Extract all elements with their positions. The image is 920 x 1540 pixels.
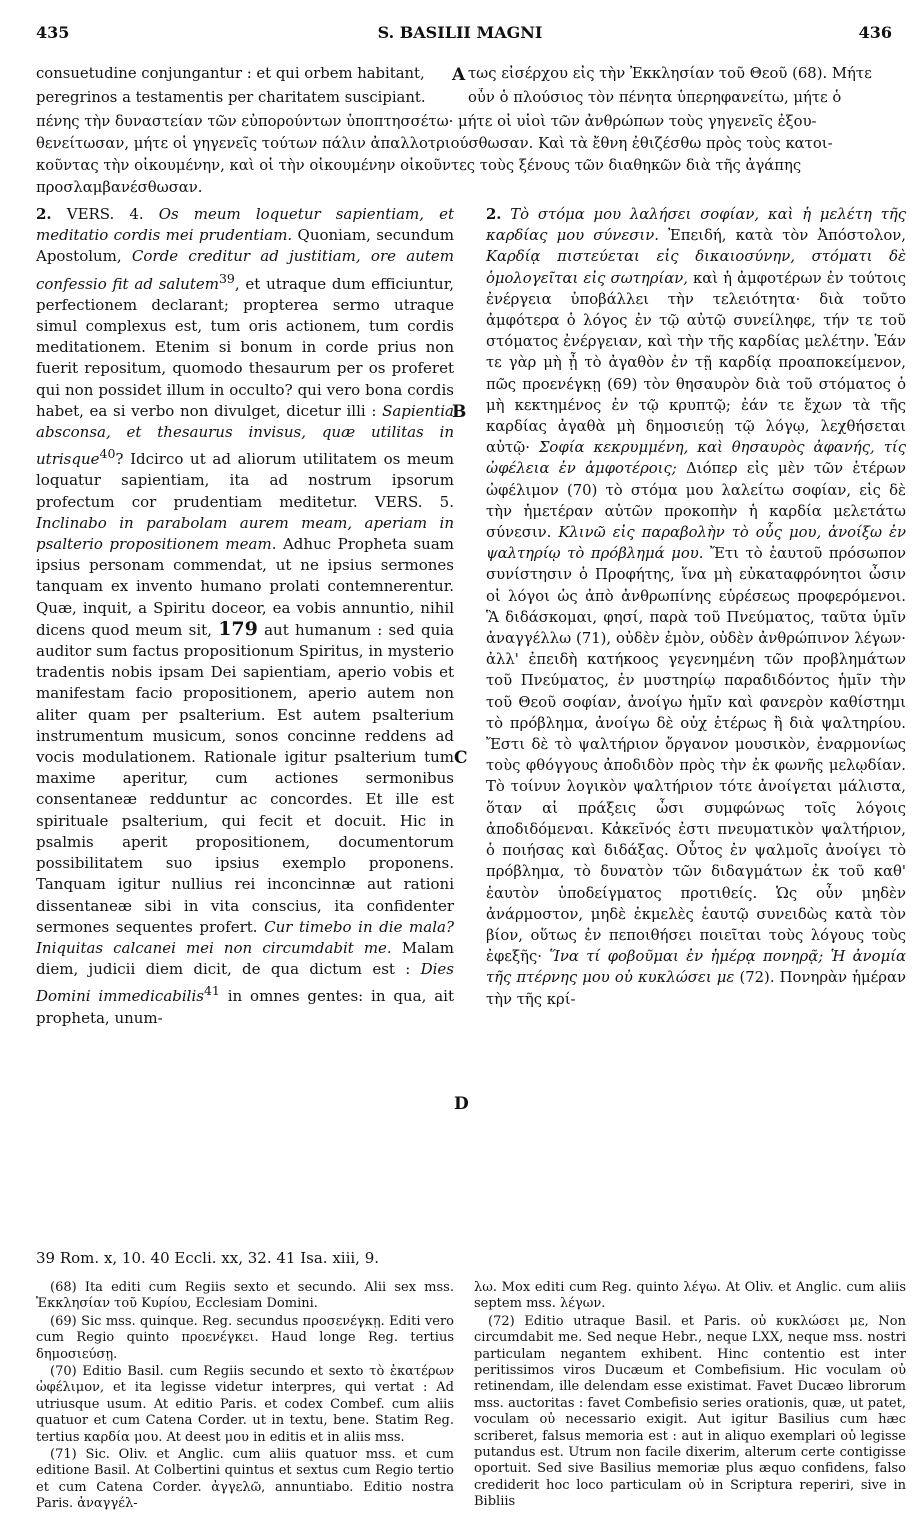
greek-wide-line-2: θενείτωσαν, μήτε οἱ γηγενεῖς τούτων πάλιν ἀπαλλοτριούσθωσαν. Καὶ τὰ ἔθνη ἐθιζέσθω πρὸς τοὺς κατοι- [36,135,833,152]
latin-text: Quoniam, secundum Apostolum, [36,226,454,266]
footnote-line: 39 Rom. x, 10. 40 Eccli. xx, 32. 41 Isa. xiii, 9. [36,1249,380,1267]
greek-wide-line-4: προσλαμβανέσθωσαν. [36,179,203,196]
verse-text: Κλινῶ εἰς παραβολὴν τὸ οὖς μου, ἀνοίξω ἐν ψαλτηρίῳ τὸ πρόβλημά μου. [486,524,906,563]
margin-marker-c: C [454,748,468,768]
verse-text: Τὸ στόμα μου λαλήσει σοφίαν, καὶ ἡ μελέτη τῆς καρδίας μου σύνεσιν. [486,206,906,245]
latin-line-2: peregrinos a testamentis per charitatem suscipiant. [36,89,426,106]
greek-quote: Καρδίᾳ πιστεύεται εἰς δικαιοσύνην, στόματι δὲ ὁμολογεῖται εἰς σωτηρίαν, [486,248,906,287]
greek-wide-line-3: κοῦντας τὴν οἰκουμένην, καὶ οἱ τὴν οἰκουμένην οἰκοῦντες τοὺς ξένους τῶν διαθηκῶν διὰ τῆς ἀγάπης [36,157,802,174]
notes-left-column [36,1280,454,1514]
verse-text: Inclinabo in parabolam aurem meam, aperiam in psalterio propositionem meam. [36,513,454,554]
footnote-ref: 40 [99,446,116,462]
footnote-ref: 39 [218,270,235,286]
page-number-right: 436 [858,23,892,42]
note: (68) Ita editi cum Regiis sexto et secundo. Alii sex mss. Ἐκκλησίαν τοῦ Κυρίου, Ecclesiam Domini. [36,1280,454,1312]
notes-right-column [474,1280,906,1512]
latin-quote: Dies Domini immedicabilis [36,960,454,1006]
running-title: S. BASILII MAGNI [377,23,543,42]
latin-text: aut humanum : sed quia auditor sum factus propositionum Spiritus, in mysterio tradentis nobis ipsam Dei sapientiam, aperio vobis et manifestam facio propositionem, aperio autem non aliter quam per psalterium. Est autem psalterium instrumentum musicum, sonos concinne reddens ad vocis modulationem. Rationale igitur psalterium tum maxime aperitur, cum actiones sermonibus consentaneæ redduntur ac concordes. Et ille est spirituale psalterium, qui fecit et docuit. Hic in psalmis aperit propositionem, documentorum possibilitatem suo ipsius exemplo proponens. Tanquam igitur nullius rei inconcinnæ aut rationi dissentaneæ sibi in vita conscius, ita confidenter sermones sequentes profert. [36,620,454,936]
greek-top-line-1: τως εἰσέρχου εἰς τὴν Ἐκκλησίαν τοῦ Θεοῦ (68). Μήτε [468,65,872,82]
latin-quote: Corde creditur ad justitiam, ore autem confessio fit ad salutem [36,247,454,293]
margin-marker-d: D [454,1094,469,1114]
verse-text: Cur timebo in die mala? Iniquitas calcanei mei non circumdabit me. [36,917,454,957]
latin-text: Malam diem, judicii diem dicit, de qua dictum est : [36,938,454,979]
latin-text: , et utraque dum efficiuntur, perfectionem declarant; propterea sermo utraque simul complexus est, tum oris actionem, tum cordis meditationem. Etenim si bonum in corde prius non fuerit repositum, quomodo thesaurum per os proferet qui non possidet illum in occulto? qui vero bona cordis habet, ea si verbo non divulget, dicetur illi : [36,274,454,420]
greek-text: (72). Πονηρὰν ἡμέραν τὴν τῆς κρί- [486,969,906,1008]
greek-text: καὶ ἡ ἀμφοτέρων ἐν τούτοις ἐνέργεια ὑποβάλλει τὴν τελειότητα· διὰ τοῦτο ἀμφότερα ὁ λόγος ἐν τῷ αὐτῷ συνείληφε, τήν τε τοῦ στόματος ἐνέργειαν, καὶ τὴν τῆς καρδίας μελέτην. Ἐάν τε γὰρ μὴ ᾖ τὸ ἀγαθὸν ἐν τῇ καρδίᾳ προαποκείμενον, πῶς προενέγκῃ (69) τὸν θησαυρὸν διὰ τοῦ στόματος ὁ μὴ κεκτημένος ἐν τῷ κρυπτῷ; ἐάν τε ἔχων τὰ τῆς καρδίας ἀγαθὰ μὴ δημοσιεύῃ τῷ λόγῳ, λεχθήσεται αὐτῷ· [486,269,906,457]
verse-ref: VERS. 5. [374,492,454,511]
section-number: 2. [486,206,502,223]
verse-text: Os meum loquetur sapientiam, et meditatio cordis mei prudentiam. [36,205,454,245]
note: (72) Editio utraque Basil. et Paris. οὐ κυκλώσει με, Non circumdabit me. Sed neque Hebr., neque LXX, neque mss. nostri particulam negantem exhibent. Hinc contentio est inter peritissimos viros Ducæum et Combefisium. Hic voculam οὐ retinendam, ille delendam esse existimat. Favet Ducæo librorum mss. auctoritas : favet Combefisio series orationis, quæ, ut patet, voculam οὐ necessario exigit. Aut igitur Basilius cum hæc scriberet, falsus memoria est : aut in aliquo exemplari οὐ legisse putandus est. Utrum non facile dixerim, alterum certe contigisse oportuit. Sed sive Basilius memoriæ plus æquo confidens, falso crediderit hoc loco particulam οὐ in Scriptura reperiri, sive in Bibliis [474,1313,906,1510]
margin-marker-a: A [452,65,466,85]
latin-line-1: consuetudine conjungantur : et qui orbem habitant, [36,65,425,82]
note: (70) Editio Basil. cum Regiis secundo et sexto τὸ ἑκατέρων ὠφέλιμον, et ita legisse videtur interpres, qui vertat : Ad utriusque usum. At editio Paris. et codex Combef. cum aliis quatuor et cum Catena Corder. ut in textu, bene. Statim Reg. tertius καρδία μου. At deest μου in editis et in aliis mss. [36,1364,454,1445]
latin-paragraph [36,204,454,1029]
greek-column [486,204,906,1010]
greek-text: Διόπερ εἰς μὲν τῶν ἑτέρων ὠφέλιμον (70) τὸ στόμα μου λαλείτω σοφίαν, εἰς δὲ τὴν ἡμετέραν αὐτῶν προκοπὴν ἡ καρδία μελετάτω σύνεσιν. [486,460,906,542]
page-number-left: 435 [36,23,70,42]
latin-column [36,204,454,1029]
greek-text: Ἔτι τὸ ἑαυτοῦ πρόσωπον συνίστησιν ὁ Προφήτης, ἵνα μὴ εὐκαταφρόνητοι ὦσιν οἱ λόγοι ὡς ἀπὸ ἀνθρωπίνης εὑρέσεως προφερόμενοι. Ἃ διδάσκομαι, φησί, παρὰ τοῦ Πνεύματος, ταῦτα ὑμῖν ἀναγγέλλω (71), οὐδὲν ἐμὸν, οὐδὲν ἀνθρώπινον λέγων· ἀλλ' ἐπειδὴ κατήκοος γεγενημένη τῶν προβλημάτων τοῦ Πνεύματος, ἐν μυστηρίῳ παραδιδόντος ἡμῖν τὴν τοῦ Θεοῦ σοφίαν, ἀνοίγω ἡμῖν καὶ φανερὸν καθίστημι τὸ πρόβλημα, ἀνοίγω δὲ οὐχ ἑτέρως ἢ διὰ ψαλτηρίου. Ἔστι δὲ τὸ ψαλτήριον ὄργανον μουσικὸν, ἐναρμονίως τοὺς φθόγγους ἀποδιδὸν πρὸς τὴν ἐκ φωνῆς μελῳδίαν. Τὸ τοίνυν λογικὸν ψαλτήριον τότε ἀνοίγεται μάλιστα, ὅταν αἱ πράξεις ὦσι συμφώνως τοῖς λόγοις ἀποδιδόμεναι. Κἀκεῖνός ἐστι πνευματικὸν ψαλτήριον, ὁ ποιήσας καὶ διδάξας. Οὗτος ἐν ψαλμοῖς ἀνοίγει τὸ πρόβλημα, τὸ δυνατὸν τῶν διδαγμάτων ἐκ τοῦ καθ' ἑαυτὸν ὑποδείγματος προτιθείς. Ὡς οὖν μηδὲν ἀνάρμοστον, μηδὲ ἐκμελὲς ἑαυτῷ συνειδὼς κατὰ τὸν βίον, οὕτως ἐν πεποιθήσει ποιεῖται τοὺς λόγους τοὺς ἐφεξῆς· [486,545,906,966]
greek-top-line-2: οὖν ὁ πλούσιος τὸν πένητα ὑπερηφανείτω, μήτε ὁ [468,89,842,106]
margin-marker-b: B [452,402,467,422]
latin-quote: Sapientia absconsa, et thesaurus invisus, quæ utilitas in utrisque [36,401,454,469]
latin-text: in omnes gentes: in qua, ait propheta, unum- [36,987,454,1027]
latin-text: Adhuc Propheta suam ipsius personam commendat, ut ne ipsius sermones tanquam ex invento humano prolati contemnerentur. Quæ, inquit, a Spiritu doceor, ea vobis annuntio, nihil dicens quod meum sit, [36,535,454,639]
footnote-ref: 41 [203,983,220,999]
section-number: 2. [36,205,52,223]
note: (71) Sic. Oliv. et Anglic. cum aliis quatuor mss. et cum editione Basil. At Colbertini quintus et sextus cum Regio tertio et cum Catena Corder. ἀγγελῶ, annuntiabo. Editio nostra Paris. ἀναγγέλ- [36,1447,454,1512]
note: (69) Sic mss. quinque. Reg. secundus προσενέγκῃ. Editi vero cum Regio quinto προενέγκει. Haud longe Reg. tertius δημοσιεύσῃ. [36,1313,454,1362]
note: λω. Mox editi cum Reg. quinto λέγω. At Oliv. et Anglic. cum aliis septem mss. λέγων. [474,1280,906,1312]
greek-wide-line-1: πένης τὴν δυναστείαν τῶν εὐπορούντων ὑποπτησσέτω· μήτε οἱ υἱοὶ τῶν ἀνθρώπων τοὺς γηγενεῖς ἐξου- [36,113,817,130]
verse-text: Ἵνα τί φοβοῦμαι ἐν ἡμέρᾳ πονηρᾷ; Ἡ ἀνομία τῆς πτέρνης μου οὐ κυκλώσει με [486,948,906,987]
greek-paragraph [486,204,906,1010]
verse-ref: VERS. 4. [66,205,144,223]
latin-text: ? Idcirco ut ad aliorum utilitatem os meum loquatur sapientiam, ita ad nostrum ipsorum profectum cor prudentiam meditetur. [36,450,454,511]
greek-quote: Σοφία κεκρυμμένη, καὶ θησαυρὸς ἀφανής, τίς ὠφέλεια ἐν ἀμφοτέροις; [486,439,906,478]
greek-text: Ἐπειδή, κατὰ τὸν Ἀπόστολον, [668,227,906,245]
margin-page-number: 179 [218,617,258,640]
